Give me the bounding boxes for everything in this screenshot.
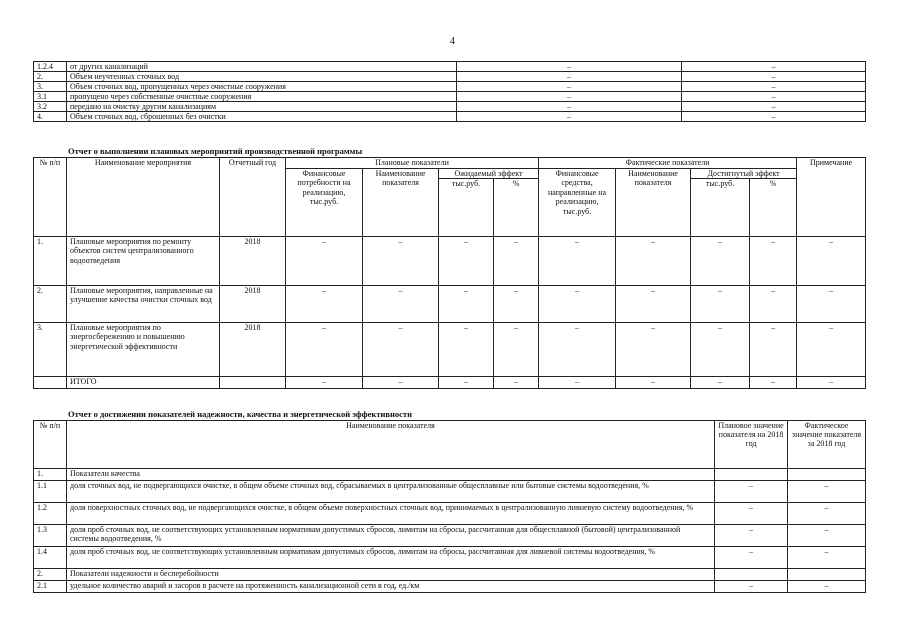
fact-value: – (788, 503, 866, 525)
header-fact-effect: Достигнутый эффект (691, 168, 797, 179)
table-row (34, 72, 866, 82)
fact-value: – (788, 547, 866, 569)
cell-value: – (494, 377, 539, 389)
cell-value: – (539, 377, 616, 389)
cell-value: – (539, 323, 616, 377)
row-year: 2018 (220, 286, 286, 323)
plan-value: – (457, 92, 682, 102)
cell-value: – (797, 237, 866, 286)
plan-value (715, 469, 788, 481)
header-name: Наименование мероприятия (67, 158, 220, 237)
cell-value: – (797, 286, 866, 323)
table-row (34, 92, 866, 102)
cell-value: – (494, 237, 539, 286)
cell-value: – (286, 286, 363, 323)
header-plan-effect: Ожидаемый эффект (439, 168, 539, 179)
plan-value: – (457, 62, 682, 72)
cell-value: – (691, 323, 750, 377)
plan-value: – (457, 82, 682, 92)
row-number: 2.1 (34, 581, 67, 593)
header-year: Отчетный год (220, 158, 286, 237)
plan-value: – (457, 102, 682, 112)
cell-value: – (750, 377, 797, 389)
header-plan-indicator: Наименование показателя (363, 168, 439, 237)
header-plan-pct: % (494, 179, 539, 237)
fact-value: – (682, 112, 866, 122)
header-note: Примечание (797, 158, 866, 237)
row-number: 1.1 (34, 481, 67, 503)
row-name: доля сточных вод, не подвергающихся очистке, в общем объеме сточных вод, сбрасываемых в централизованные общесплавные или бытовые системы водоотведения, % (67, 481, 715, 503)
row-name: доля поверхностных сточных вод, не подвергающихся очистке, в общем объеме поверхностных сточных вод, принимаемых в централизованную ливневую систему водоотведения, % (67, 503, 715, 525)
row-name: Объем неучтенных сточных вод (67, 72, 457, 82)
cell-value: – (691, 377, 750, 389)
row-name: удельное количество аварий и засоров в расчете на протяженность канализационной сети в год, ед./км (67, 581, 715, 593)
cell-value: – (797, 323, 866, 377)
header-fact-pct: % (750, 179, 797, 237)
header-plan: Плановые показатели (286, 158, 539, 169)
fact-value: – (682, 92, 866, 102)
row-name: передано на очистку другим канализациям (67, 102, 457, 112)
row-number: 1.2 (34, 503, 67, 525)
table-row (34, 82, 866, 92)
cell-value: – (616, 237, 691, 286)
table-row (34, 469, 866, 481)
row-name: доля проб сточных вод, не соответствующих установленным нормативам допустимых сбросов, лимитам на сбросы, рассчитанная для общесплавной (бытовой) централизованной системы водоотведения, % (67, 525, 715, 547)
fact-value (788, 569, 866, 581)
header-num: № п/п (34, 421, 67, 469)
cell-value: – (691, 286, 750, 323)
row-year: 2018 (220, 323, 286, 377)
cell-value: – (750, 323, 797, 377)
cell-value: – (286, 237, 363, 286)
measures-table (33, 157, 866, 389)
row-number: 3.2 (34, 102, 67, 112)
row-number (34, 377, 67, 389)
row-year (220, 377, 286, 389)
row-name: от других канализаций (67, 62, 457, 72)
fact-value: – (788, 525, 866, 547)
row-number: 2. (34, 286, 67, 323)
row-number: 1. (34, 237, 67, 286)
table-row (34, 547, 866, 569)
cell-value: – (494, 286, 539, 323)
cell-value: – (616, 377, 691, 389)
row-name: пропущено через собственные очистные сооружения (67, 92, 457, 102)
row-number: 1.4 (34, 547, 67, 569)
row-number: 3. (34, 82, 67, 92)
table-row (34, 569, 866, 581)
row-name: Объем сточных вод, сброшенных без очистки (67, 112, 457, 122)
cell-value: – (439, 323, 494, 377)
row-number: 2. (34, 72, 67, 82)
header-name: Наименование показателя (67, 421, 715, 469)
plan-value: – (715, 525, 788, 547)
table-row (34, 503, 866, 525)
row-number: 1. (34, 469, 67, 481)
table-row (34, 286, 866, 323)
row-name: Плановые мероприятия по энергосбережению и повышению энергетической эффективности (67, 323, 220, 377)
plan-value: – (715, 503, 788, 525)
header-fact: Фактические показатели (539, 158, 797, 169)
fact-value: – (682, 72, 866, 82)
row-name: Плановые мероприятия, направленные на улучшение качества очистки сточных вод (67, 286, 220, 323)
row-number: 1.3 (34, 525, 67, 547)
header-fact: Фактическое значение показателя за 2018 год (788, 421, 866, 469)
row-name: Показатели надежности и бесперебойности (67, 569, 715, 581)
table-row (34, 525, 866, 547)
row-name: Показатели качества (67, 469, 715, 481)
section-title: Отчет о выполнении плановых мероприятий производственной программы (68, 146, 363, 156)
header-plan-fin: Финансовые потребности на реализацию, тыс.руб. (286, 168, 363, 237)
cell-value: – (363, 286, 439, 323)
cell-value: – (616, 286, 691, 323)
row-name: Объем сточных вод, пропущенных через очистные сооружения (67, 82, 457, 92)
volume-table (33, 61, 866, 122)
cell-value: – (539, 237, 616, 286)
plan-value: – (715, 481, 788, 503)
cell-value: – (750, 286, 797, 323)
row-number: 1.2.4 (34, 62, 67, 72)
fact-value: – (788, 481, 866, 503)
page-number: 4 (450, 36, 455, 47)
cell-value: – (494, 323, 539, 377)
cell-value: – (439, 237, 494, 286)
table-row (34, 62, 866, 72)
row-year: 2018 (220, 237, 286, 286)
row-number: 3.1 (34, 92, 67, 102)
plan-value: – (457, 72, 682, 82)
row-name: ИТОГО (67, 377, 220, 389)
cell-value: – (539, 286, 616, 323)
table-row (34, 237, 866, 286)
section-title: Отчет о достижении показателей надежности, качества и энергетической эффективности (68, 409, 412, 419)
table-row (34, 102, 866, 112)
cell-value: – (616, 323, 691, 377)
row-number: 4. (34, 112, 67, 122)
table-row (34, 323, 866, 377)
row-number: 2. (34, 569, 67, 581)
cell-value: – (363, 323, 439, 377)
fact-value: – (682, 62, 866, 72)
cell-value: – (439, 377, 494, 389)
cell-value: – (286, 323, 363, 377)
header-num: № п/п (34, 158, 67, 237)
row-number: 3. (34, 323, 67, 377)
fact-value: – (682, 82, 866, 92)
row-name: Плановые мероприятия по ремонту объектов систем централизованного водоотведения (67, 237, 220, 286)
fact-value: – (682, 102, 866, 112)
cell-value: – (286, 377, 363, 389)
fact-value (788, 469, 866, 481)
fact-value: – (788, 581, 866, 593)
cell-value: – (363, 377, 439, 389)
table-row (34, 481, 866, 503)
indicators-table (33, 420, 866, 593)
cell-value: – (797, 377, 866, 389)
cell-value: – (750, 237, 797, 286)
header-fact-trub: тыс.руб. (691, 179, 750, 237)
cell-value: – (363, 237, 439, 286)
plan-value: – (715, 547, 788, 569)
cell-value: – (439, 286, 494, 323)
table-row (34, 581, 866, 593)
header-plan-trub: тыс.руб. (439, 179, 494, 237)
header-fact-fin: Финансовые средства, направленные на реализацию, тыс.руб. (539, 168, 616, 237)
row-name: доля проб сточных вод, не соответствующих установленным нормативам допустимых сбросов, лимитам на сбросы, рассчитанная для ливневой системы водоотведения, % (67, 547, 715, 569)
cell-value: – (691, 237, 750, 286)
header-fact-indicator: Наименование показателя (616, 168, 691, 237)
table-row-total (34, 377, 866, 389)
plan-value: – (715, 581, 788, 593)
header-plan: Плановое значение показателя на 2018 год (715, 421, 788, 469)
plan-value: – (457, 112, 682, 122)
plan-value (715, 569, 788, 581)
table-row (34, 112, 866, 122)
